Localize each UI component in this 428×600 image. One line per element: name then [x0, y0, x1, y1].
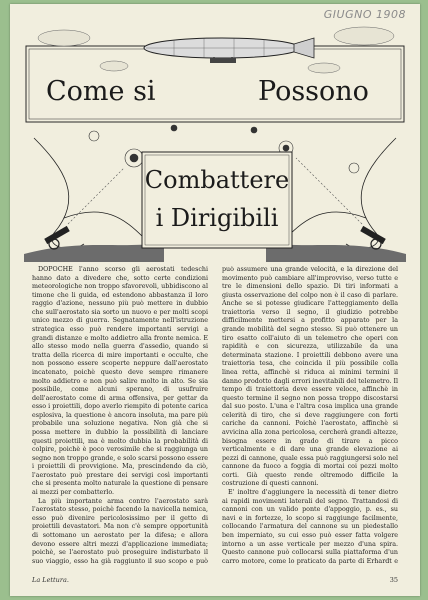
title-line-possono: Possono	[258, 76, 369, 107]
article-body	[32, 266, 398, 566]
paragraph: può assumere una grande velocità, e la direzione del movimento può cambiare all'improvviso, verso tutte e tre le dimensioni dello spazio. Di tiri informati a giusta osservazione del colpo non è il caso di parlare. Anche se si potesse giudicare l'atteggiamento della traiettoria verso il segno, il giudizio potrebbe difficilmente mettersi a profitto apparato per la grande mobilità del segno stesso. Si può ottenere un tiro esatto coll'aiuto di un telemetro che operi con rapidità e con sicurezza, utilizzabile da una determinata stazione. I proiettili debbono avere una traiettoria tesa, che coincida il più possibile colla linea retta, affinchè si riduca ai minimi termini il danno prodotto dagli errori inevitabili del telemetro. Il tempo di traiettoria deve essere veloce, affinchè in questo termine il segno non possa troppo discostarsi dal suo posto. L'una e l'altra cosa implica una grande celerità di tiro, che si deve raggiungere con forti cariche da cannoni. Poichè l'aerostato, affinchè si avvicina alla zona pericolosa, cercherà grandi altezze, bisogna essere in grado di tirare a picco verticalmente e di dare una grande elevazione ai pezzi di cannone, quale essa può raggiungersi solo nel cannone da fuoco a foggia di mortai coi pezzi molto corti. Già questo rende oltremodo difficile la costruzione di questi cannoni.	[222, 266, 398, 488]
paragraph: DOPOCHÈ l'anno scorso gli aerostati tedeschi hanno dato a divedere che, sotto certe condizioni meteorologiche non troppo sfavorevoli, ubbidiscono al timone che li guida, ed estendono abbastanza il loro raggio d'azione, nessuno più può mettere in dubbio che sull'aerostato sia sorto un nuovo e per molti scopi unico mezzo di guerra. Segnatamente nell'istruzione strategica esso può rendere importanti servigi a grandi distanze e molto addietro alla fronte nemica. E allo stesso modo nella guerra d'assedio, quando si tratta della ricerca di mire importanti e occulte, che non possono essere scoperte neppure dall'aerostato incatenato, poichè questo deve sempre rimanere molto addietro e non può salire molto in alto. Se sia possibile, come alcuni sperano, di usufruire dell'aerostato come di arma offensiva, per gettar da esso i proiettili, dopo averlo riempito di potente carica esplosiva, la questione è ancora insoluta, ma pare più probabile una soluzione negativa. Non già che si possa mettere in dubbio la possibilità di lanciare questi proiettili, ma è molto dubbia la probabilità di colpire, poichè è poco verosimile che si raggiunga un segno non troppo grande, e solo scarsi possono essere i proiettili di provvigione. Ma, prescindendo da ciò, l'aerostato può prestare dei servigi così importanti che si presenta molto naturale la questione di pensare ai mezzi per combatterlo.	[32, 266, 208, 497]
title-line-dirigibili: i Dirigibili	[155, 204, 279, 232]
paragraph: E' inoltre d'aggiungere la necessità di tener dietro ai rapidi movimenti laterali del segno. Trattandosi di cannoni con un valido ponte d'appoggio, p. es., su navi e in fortezze, lo scopo si raggiunge facilmente, collocando l'armatura del cannone su un piedestallo ben imperniato, su cui esso può esser fatta volgere intorno a un asse verticale per mezzo d'una spira. Questo cannone può collocarsi sulla piattaforma d'un carro motore, come lo praticato da parte di Erhardt e	[222, 489, 398, 565]
page-footer	[32, 576, 398, 584]
header-illustration	[24, 18, 406, 262]
title-line-come-si: Come si	[46, 76, 156, 107]
article-column-right	[222, 266, 398, 566]
paragraph: La più importante arma contro l'aerostato sarà l'aerostato stesso, poichè facendo la navicella nemica, esso può divenire pericolosissimo per il getto di proiettili devastatori. Ma non c'è sempre opportunità di sottomano un aerostato per la difesa; e allora devono essere altri mezzi d'applicazione immediata; poichè, se l'aerostato può proseguire indisturbato il suo viaggio, esso ha già raggiunto il suo scopo e può	[32, 497, 208, 565]
page-number: 35	[389, 576, 398, 584]
handwritten-date-note: GIUGNO 1908	[323, 8, 406, 21]
airship-icon	[144, 38, 314, 63]
title-line-combattere: Combattere	[144, 166, 290, 194]
article-column-left	[32, 266, 208, 566]
magazine-page	[10, 4, 420, 596]
magazine-name: La Lettura.	[32, 576, 69, 584]
